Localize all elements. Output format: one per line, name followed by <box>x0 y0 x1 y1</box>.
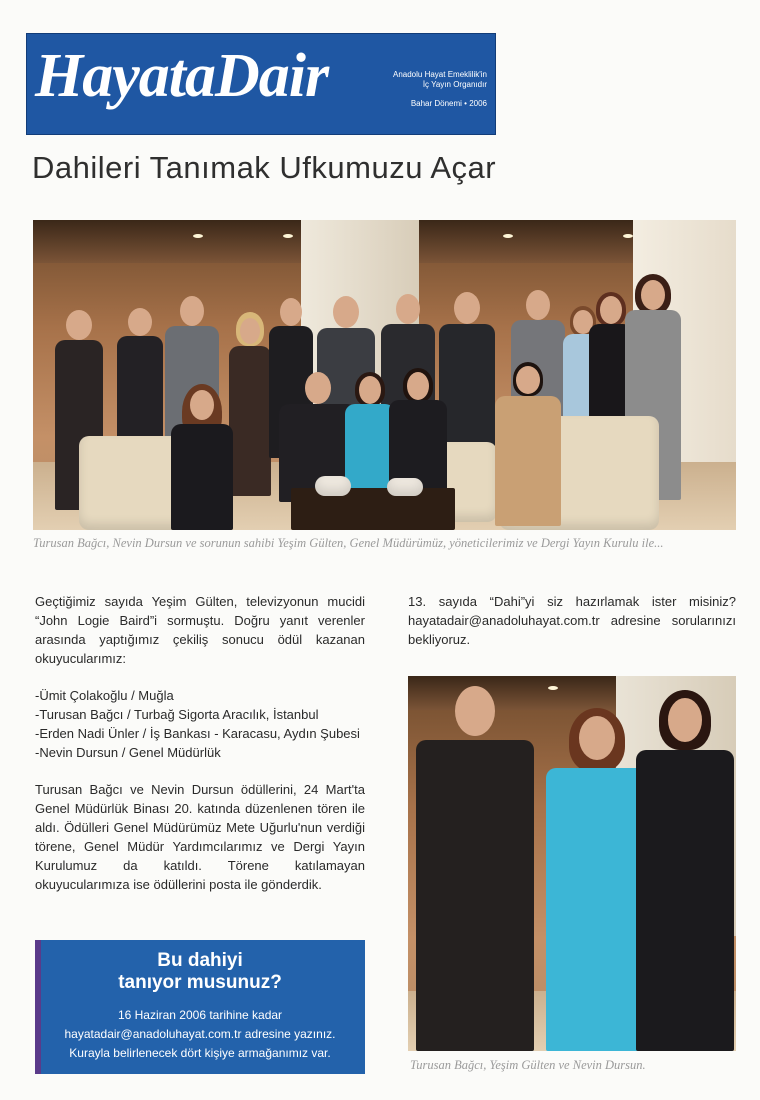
magazine-logo: HayataDair <box>35 42 329 110</box>
list-item: -Ümit Çolakoğlu / Muğla <box>35 688 174 703</box>
contest-promo-box <box>35 940 365 1074</box>
promo-deadline: 16 Haziran 2006 tarihine kadar <box>117 1008 283 1022</box>
publisher-line-1: Anadolu Hayat Emeklilik'in <box>392 70 487 79</box>
main-photo-caption: Turusan Bağcı, Nevin Dursun ve sorunun sahibi Yeşim Gülten, Genel Müdürümüz, yöneticilerimiz ve Dergi Yayın Kurulu ile... <box>33 536 664 550</box>
next-issue-paragraph: 13. sayıda “Dahi”yi siz hazırlamak ister misiniz? hayatadair@anadoluhayat.com.tr adresine sorularınızı bekliyoruz. <box>408 594 736 647</box>
list-item: -Turusan Bağcı / Turbağ Sigorta Aracılık, İstanbul <box>35 707 319 722</box>
publisher-line <box>367 70 487 90</box>
promo-email-line: hayatadair@anadoluhayat.com.tr adresine yazınız. <box>64 1027 336 1041</box>
article-left-column <box>35 592 365 912</box>
promo-title-line-2: tanıyor musunuz? <box>118 972 282 993</box>
issue-label: Bahar Dönemi • 2006 <box>410 99 487 108</box>
promo-details <box>35 1006 365 1063</box>
promo-prize-line: Kurayla belirlenecek dört kişiye armağanımız var. <box>69 1046 331 1060</box>
promo-title <box>35 950 365 994</box>
article-intro: Geçtiğimiz sayıda Yeşim Gülten, televizyonun mucidi “John Logie Baird”i sormuştu. Doğru yanıt verenler arasında yaptığımız çekiliş sonucu ödül kazanan okuyucularımız: <box>35 594 365 666</box>
article-right-column <box>408 592 736 667</box>
masthead <box>26 33 496 135</box>
publisher-line-2: İç Yayın Organıdır <box>422 80 487 89</box>
promo-title-line-1: Bu dahiyi <box>157 950 243 971</box>
list-item: -Erden Nadi Ünler / İş Bankası - Karacasu, Aydın Şubesi <box>35 726 360 741</box>
small-photo-caption: Turusan Bağcı, Yeşim Gülten ve Nevin Dursun. <box>410 1058 646 1072</box>
winners-list <box>35 686 365 762</box>
list-item: -Nevin Dursun / Genel Müdürlük <box>35 745 221 760</box>
article-headline: Dahileri Tanımak Ufkumuzu Açar <box>32 150 497 185</box>
winners-photo <box>408 676 736 1051</box>
ceremony-paragraph: Turusan Bağcı ve Nevin Dursun ödüllerini, 24 Mart'ta Genel Müdürlük Binası 20. katında düzenlenen tören ile aldı. Ödülleri Genel Müdürümüz Mete Uğurlu'nun verdiği törene, Genel Müdür Yardımcılarımız ve Dergi Yayın Kurulumuz da katıldı. Törene katılamayan okuyucularımıza ise ödüllerini posta ile gönderdik. <box>35 782 365 892</box>
group-photo <box>33 220 736 530</box>
